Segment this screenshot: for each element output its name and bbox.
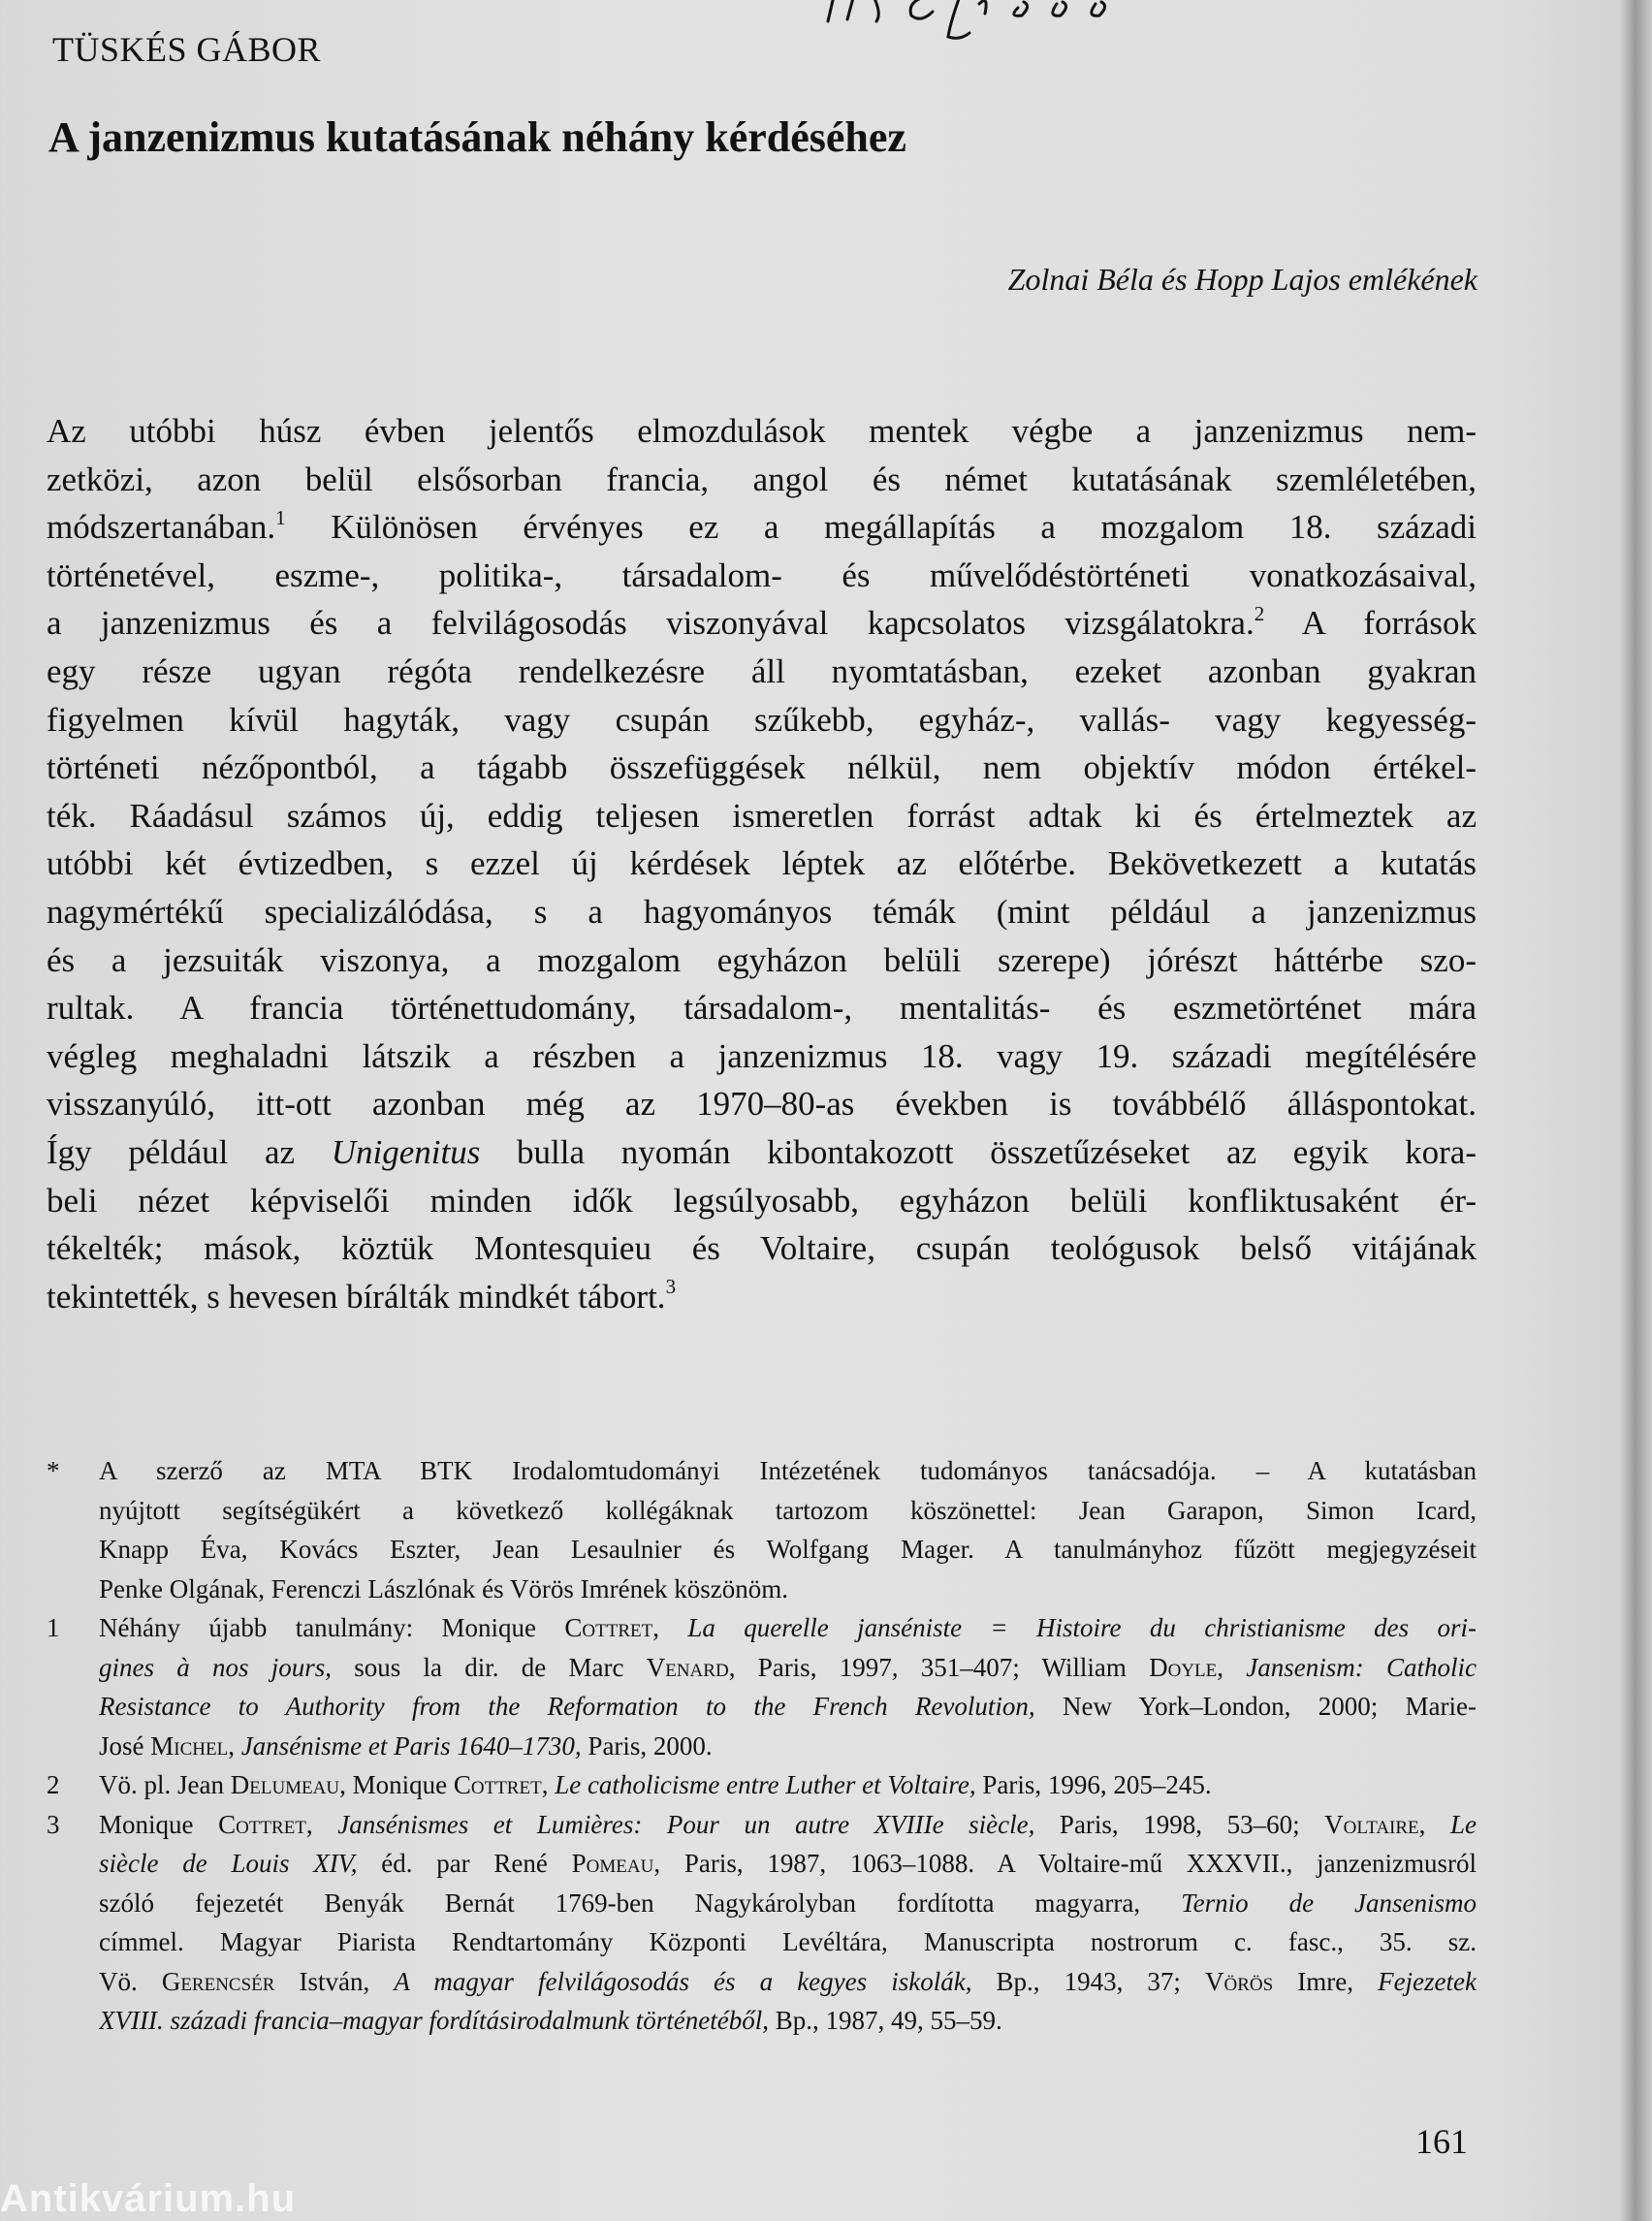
text-line: ték. Ráadásul számos új, eddig teljesen ismeretlen forrást adtak ki és értelmeztek az xyxy=(47,796,1477,835)
footnote-number: * xyxy=(47,1456,60,1485)
italic-text: siècle de Louis XIV, xyxy=(99,1849,358,1878)
handwritten-signature xyxy=(814,0,1280,43)
footnotes xyxy=(47,1451,1477,2041)
text-line: rultak. A francia történettudomány, társadalom-, mentalitás- és eszmetörténet mára xyxy=(47,989,1477,1028)
text-line: történeti nézőpontból, a tágabb összefüggések nélkül, nem objektív módon értékel- xyxy=(47,748,1477,787)
article-title: A janzenizmus kutatásának néhány kérdéséhez xyxy=(48,113,906,161)
text-line: tekintették, s hevesen bírálták mindkét tábort.$^3$ xyxy=(47,1275,677,1316)
text-line: figyelmen kívül hagyták, vagy csupán szűkebb, egyház-, vallás- vagy kegyesség- xyxy=(47,700,1477,739)
text-line: a janzenizmus és a felvilágosodás viszonyával kapcsolatos vizsgálatokra.$^2$ A források xyxy=(47,601,1477,643)
italic-text: Resistance to Authority from the Reformation to the French Revolution, xyxy=(99,1692,1035,1721)
text-line: beli nézet képviselői minden idők legsúlyosabb, egyházon belüli konfliktusaként ér- xyxy=(47,1181,1477,1220)
footnote-line: José Michel, Jansénisme et Paris 1640–1730, Paris, 2000. xyxy=(99,1730,713,1761)
footnote xyxy=(47,1608,1477,1765)
page-number: 161 xyxy=(1415,2122,1468,2161)
italic-text: Ternio de Jansenismo xyxy=(1181,1888,1477,1918)
italic-text: Fejezetek xyxy=(1378,1966,1477,1996)
text-line: utóbbi két évtizedben, s ezzel új kérdések léptek az előtérbe. Bekövetkezett a kutatás xyxy=(47,844,1477,883)
italic-text: Unigenitus xyxy=(331,1132,481,1171)
text-line: Az utóbbi húsz évben jelentős elmozdulások mentek végbe a janzenizmus nem- xyxy=(47,412,1477,450)
text-line: tékelték; mások, köztük Montesquieu és Voltaire, csupán teológusok belső vitájának xyxy=(47,1229,1477,1268)
footnote-line: Vö. Gerencsér István, A magyar felvilágosodás és a kegyes iskolák, Bp., 1943, 37; Vörös Imre, Fejezetek xyxy=(99,1966,1477,1996)
footnote-line: Penke Olgának, Ferenczi Lászlónak és Vörös Imrének köszönöm. xyxy=(99,1573,789,1603)
footnote-reference: 1 xyxy=(275,505,286,529)
small-caps-name: Vörös xyxy=(1205,1966,1274,1996)
italic-text: Jansenism: Catholic xyxy=(1246,1652,1477,1682)
italic-text: Jansénisme et Paris 1640–1730, xyxy=(240,1730,582,1761)
footnote-line: Knapp Éva, Kovács Eszter, Jean Lesaulnier és Wolfgang Mager. A tanulmányhoz fűzött megjegyzéseit xyxy=(99,1535,1477,1564)
footnote xyxy=(47,1451,1477,1608)
footnote-line: nyújtott segítségükért a következő kollégáknak tartozom köszönettel: Jean Garapon, Simon Icard, xyxy=(99,1495,1477,1525)
text-line: Így például az Unigenitus bulla nyomán kibontakozott összetűzéseket az egyik kora- xyxy=(47,1132,1477,1171)
footnote-line: Monique Cottret, Jansénismes et Lumières: Pour un autre XVIIIe siècle, Paris, 1998, 53–60; Voltaire, Le xyxy=(99,1809,1477,1839)
footnote xyxy=(47,1805,1477,2041)
small-caps-name: Doyle xyxy=(1149,1652,1218,1682)
footnote xyxy=(47,1765,1477,1805)
footnote-number: 2 xyxy=(47,1770,60,1799)
small-caps-name: Michel xyxy=(150,1730,229,1761)
italic-text: Jansénismes et Lumières: Pour un autre XVIIIe siècle, xyxy=(337,1809,1035,1839)
body-paragraph xyxy=(47,407,1477,1320)
text-line: visszanyúló, itt-ott azonban még az 1970–80-as években is továbbélő álláspontokat. xyxy=(47,1085,1477,1124)
footnote-line: Vö. pl. Jean Delumeau, Monique Cottret, Le catholicisme entre Luther et Voltaire, Paris, 1996, 205–245. xyxy=(99,1770,1212,1799)
small-caps-name: Cottret xyxy=(564,1613,653,1642)
text-line: módszertanában.$^1$ Különösen érvényes ez a megállapítás a mozgalom 18. századi xyxy=(47,505,1477,547)
footnote-line: siècle de Louis XIV, éd. par René Pomeau, Paris, 1987, 1063–1088. A Voltaire-mű XXXVII., janzenizmusról xyxy=(99,1849,1477,1878)
footnote-number: 3 xyxy=(47,1809,60,1839)
footnote-line: Resistance to Authority from the Reformation to the French Revolution, New York–London, 2000; Marie- xyxy=(99,1692,1477,1721)
small-caps-name: Cottret xyxy=(453,1770,542,1799)
footnote-line: Néhány újabb tanulmány: Monique Cottret, La querelle janséniste = Histoire du christianisme des ori- xyxy=(99,1613,1477,1642)
small-caps-name: Pomeau xyxy=(571,1849,654,1878)
watermark: Antikvárium.hu xyxy=(0,2177,297,2220)
dedication: Zolnai Béla és Hopp Lajos emlékének xyxy=(1007,262,1477,297)
italic-text: La querelle janséniste = Histoire du christianisme des ori- xyxy=(687,1613,1477,1642)
author-name: TÜSKÉS GÁBOR xyxy=(52,30,322,69)
italic-text: A magyar felvilágosodás és a kegyes iskolák, xyxy=(394,1966,972,1996)
footnote-line: gines à nos jours, sous la dir. de Marc Venard, Paris, 1997, 351–407; William Doyle, Jansenism: Catholic xyxy=(99,1652,1477,1682)
text-line: és a jezsuiták viszonya, a mozgalom egyházon belüli szerepe) jórészt háttérbe szo- xyxy=(47,940,1477,979)
footnote-number: 1 xyxy=(47,1613,60,1642)
text-line: zetközi, azon belül elsősorban francia, angol és német kutatásának szemléletében, xyxy=(47,460,1477,498)
small-caps-name: Voltaire xyxy=(1324,1809,1419,1839)
text-line: történetével, eszme-, politika-, társadalom- és művelődéstörténeti vonatkozásaival, xyxy=(47,555,1477,594)
italic-text: gines à nos jours, xyxy=(99,1652,333,1682)
text-line: egy része ugyan régóta rendelkezésre áll nyomtatásban, ezeket azonban gyakran xyxy=(47,651,1477,690)
italic-text: XVIII. századi francia–magyar fordításirodalmunk történetéből, xyxy=(99,2006,769,2035)
small-caps-name: Gerencsér xyxy=(161,1966,275,1996)
text-line: végleg meghaladni látszik a részben a janzenizmus 18. vagy 19. századi megítélésére xyxy=(47,1036,1477,1075)
small-caps-name: Venard xyxy=(646,1652,729,1682)
italic-text: Le xyxy=(1450,1809,1477,1839)
small-caps-name: Delumeau xyxy=(230,1770,340,1799)
footnote-line: szóló fejezetét Benyák Bernát 1769-ben Nagykárolyban fordította magyarra, Ternio de Jansenismo xyxy=(99,1888,1477,1918)
text-line: nagymértékű specializálódása, s a hagyományos témák (mint például a janzenizmus xyxy=(47,892,1477,931)
footnote-line: XVIII. századi francia–magyar fordításirodalmunk történetéből, Bp., 1987, 49, 55–59. xyxy=(99,2006,1002,2035)
footnote-line: címmel. Magyar Piarista Rendtartomány Központi Levéltára, Manuscripta nostrorum c. fasc., 35. sz. xyxy=(99,1927,1477,1956)
footnote-reference: 2 xyxy=(1254,601,1265,625)
footnote-line: A szerző az MTA BTK Irodalomtudományi Intézetének tudományos tanácsadója. – A kutatásban xyxy=(99,1456,1477,1485)
footnote-reference: 3 xyxy=(665,1275,677,1298)
italic-text: Le catholicisme entre Luther et Voltaire, xyxy=(555,1770,976,1799)
small-caps-name: Cottret xyxy=(218,1809,306,1839)
